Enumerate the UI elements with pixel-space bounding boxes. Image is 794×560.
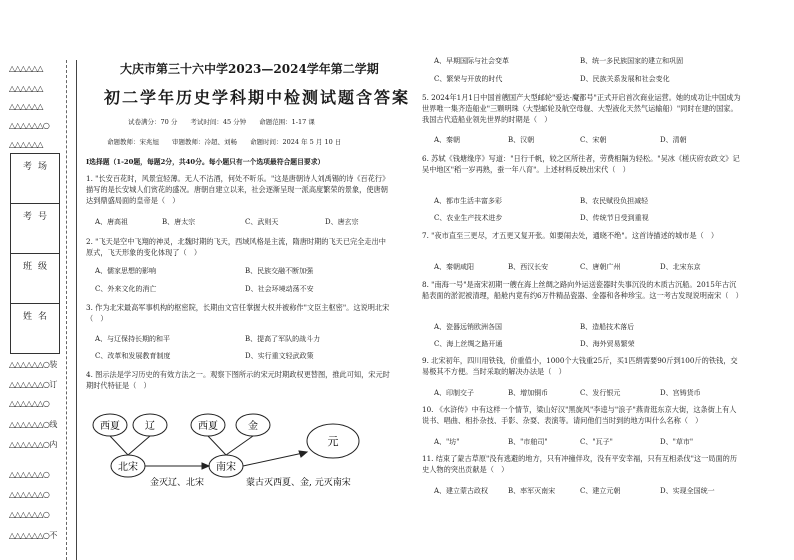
q4-option-b[interactable]: B、统一多民族国家的建立和巩固	[580, 57, 684, 65]
arrow-label-1: 金灭辽、北宋	[150, 478, 205, 488]
q5-option-a[interactable]: A、秦朝	[434, 136, 461, 144]
q6-option-c[interactable]: C、农业生产技术进步	[434, 214, 503, 222]
question-1: 1. "长安百花时，风景宜轻薄。无人不沽酒，何处不听乐。"这是唐朝诗人刘禹锡的诗《百花行》描写的是长安城人们赏花的盛况。唐朝自建立以来，社会逐渐呈现一派高度繁荣的景象，使唐朝达到鼎盛局面的皇帝是（ ）	[86, 174, 390, 205]
q11-option-d[interactable]: D、实现全国统一	[660, 487, 715, 495]
state-southern-song: 南宋	[216, 462, 236, 473]
margin-tri-row: △△△△△△	[9, 64, 43, 73]
margin-tri-row: △△△△△△○	[9, 510, 50, 519]
question-9: 9. 北宋初年，四川用铁钱，价重值小，1000个大钱重25斤，买1匹绢需要90斤到100斤的铁钱，交易极其不方便。当时采取的解决办法是（ ）	[422, 356, 738, 376]
field-exam-number[interactable]: 考号	[11, 204, 59, 254]
q9-option-a[interactable]: A、印制交子	[434, 389, 475, 397]
question-2: 2. "飞天是空中飞翔的神灵，北魏时期的飞天，西域风格是主流，隋唐时期的飞天已完全走出中原式，飞天形象的变化体现了（ ）	[86, 237, 386, 257]
q2-option-c[interactable]: C、外来文化的消亡	[95, 285, 157, 293]
question-5: 5. 2024年1月1日中国首艘国产大型邮轮"爱达·魔都号"正式开启首次商业运营。她的成功让中国成为世界唯一集齐造船业"三颗明珠（大型邮轮及航空母舰、大型液化天然气运输船）"同时在建的国家。我国古代造船业领先世界的时期是（ ）	[422, 93, 741, 124]
q8-option-b[interactable]: B、造船技术落后	[580, 323, 635, 331]
question-8: 8. "南海一号"是南宋初期一艘在海上丝绸之路向外运送瓷器时失事沉没的木质古沉船。2015年古沉船表面的淤泥被清理，船舱内竟有约6万件精品瓷器、金器和各种珍宝。这一考古发现说明南宋（ ）	[422, 280, 743, 300]
q10-option-c[interactable]: C、"瓦子"	[580, 438, 613, 446]
q11-option-a[interactable]: A、建立蒙古政权	[434, 487, 489, 495]
q4-option-c[interactable]: C、繁荣与开放的时代	[434, 75, 503, 83]
q7-option-d[interactable]: D、北宋东京	[660, 263, 701, 271]
margin-tri-row: △△△△△△○订	[9, 380, 57, 389]
margin-tri-row: △△△△△△	[9, 102, 43, 111]
q4-option-d[interactable]: D、民族关系发展和社会变化	[580, 75, 670, 83]
margin-tri-row: △△△△△△○内	[9, 440, 57, 449]
state-northern-song: 北宋	[118, 462, 138, 473]
margin-tri-row: △△△△△△○不	[9, 531, 57, 540]
q11-option-b[interactable]: B、率军灭南宋	[508, 487, 556, 495]
q6-option-b[interactable]: B、农民赋役负担减轻	[580, 197, 649, 205]
student-info-table	[10, 153, 60, 354]
field-class[interactable]: 班级	[11, 254, 59, 304]
q1-option-c[interactable]: C、武则天	[245, 218, 279, 226]
q5-option-c[interactable]: C、宋朝	[580, 136, 607, 144]
section-heading: Ⅰ选择题（1-20题，每题2分，共40分。每小题只有一个选项最符合题目要求）	[86, 158, 325, 166]
q7-option-b[interactable]: B、西汉长安	[508, 263, 549, 271]
q9-option-c[interactable]: C、发行银元	[580, 389, 621, 397]
q5-option-d[interactable]: D、清朝	[660, 136, 687, 144]
q9-option-b[interactable]: B、增加铜币	[508, 389, 549, 397]
binding-dashed-line	[66, 60, 67, 560]
school-title: 大庆市第三十六中学2023—2024学年第二学期	[120, 62, 379, 76]
q8-option-a[interactable]: A、瓷器远销欧洲各国	[434, 323, 503, 331]
field-exam-room[interactable]: 考场	[11, 154, 59, 204]
q11-option-c[interactable]: C、建立元朝	[580, 487, 621, 495]
q2-option-d[interactable]: D、社会环境动荡不安	[245, 285, 314, 293]
state-yuan: 元	[327, 435, 339, 448]
state-western-xia-2: 西夏	[198, 421, 218, 432]
margin-tri-row: △△△△△△○	[9, 121, 50, 130]
question-10: 10. 《水浒传》中有这样一个情节，梁山好汉"黑旋风"李逵与"浪子"燕青逛东京大街，这条街上有人说书、唱曲、相扑杂技、手影、杂耍、表演等。请问他们当时到的地方叫什么名称（ ）	[422, 405, 737, 425]
q9-option-d[interactable]: D、宫铸货币	[660, 389, 701, 397]
q8-option-d[interactable]: D、海外贸易繁荣	[580, 340, 635, 348]
q2-option-b[interactable]: B、民族交融不断加强	[245, 267, 314, 275]
q10-option-a[interactable]: A、"坊"	[434, 438, 460, 446]
q3-option-b[interactable]: B、提高了军队的战斗力	[245, 335, 321, 343]
margin-tri-row: △△△△△△○	[9, 399, 50, 408]
question-6: 6. 苏轼《钱塘缘序》写道："日行千帆，较之区所往者，劳费相隔为轻松。"吴冰《槎庆府农政文》记吴中地区"稻一岁再熟，蚕一年八育"。上述材料反映出宋代（ ）	[422, 154, 740, 174]
margin-tri-row: △△△△△△	[9, 84, 43, 93]
exam-meta-1: 试卷满分：70 分 考试时间：45 分钟 命题范围：1-17 课	[128, 118, 315, 126]
exam-title: 初二学年历史学科期中检测试题含答案	[104, 88, 411, 107]
question-11: 11. 结束了蒙古草原"没有逃避的地方，只有冲撞伴攻，没有平安幸福，只有互相杀伐"这一局面的历史人物的突出贡献是（ ）	[422, 454, 738, 474]
state-liao: 辽	[145, 421, 155, 432]
q3-option-c[interactable]: C、改革和发展教育制度	[95, 352, 171, 360]
q1-option-d[interactable]: D、唐玄宗	[325, 218, 359, 226]
question-3: 3. 作为北宋最高军事机构的枢密院，长期由文官任掌握大权并被称作"文臣主枢密"。这说明北宋（ ）	[86, 303, 390, 323]
field-name[interactable]: 姓名	[22, 312, 53, 322]
q1-option-a[interactable]: A、唐高祖	[95, 218, 129, 226]
margin-tri-row: △△△△△△○	[9, 470, 50, 479]
question-7: 7. "夜市直至三更尽，才五更又复开张。如要闹去处，通晓不绝"。这首诗描述的城市是（ ）	[422, 231, 719, 240]
q7-option-c[interactable]: C、唐朝广州	[580, 263, 621, 271]
q10-option-d[interactable]: D、"草市"	[660, 438, 694, 446]
q10-option-b[interactable]: B、"市舶司"	[508, 438, 548, 446]
q7-option-a[interactable]: A、秦朝咸阳	[434, 263, 475, 271]
margin-tri-row: △△△△△△○	[9, 490, 50, 499]
q2-option-a[interactable]: A、儒家思想的影响	[95, 267, 157, 275]
margin-tri-row: △△△△△△○线	[9, 420, 57, 429]
margin-tri-row: △△△△△△	[9, 140, 43, 149]
q8-option-c[interactable]: C、海上丝绸之路开通	[434, 340, 503, 348]
arrow-label-2: 蒙古灭西夏、金, 元灭南宋	[246, 478, 351, 488]
exam-meta-2: 命题教师：宋兆旭 审题教师：冷超、刘畅 命题时间：2024 年 5 月 10 日	[107, 138, 342, 146]
dynasty-diagram	[88, 403, 388, 495]
question-4: 4. 图示法是学习历史的有效方法之一。观察下图所示的宋元时期政权更替图，推此可知，宋元时期时代特征是（ ）	[86, 370, 390, 390]
q5-option-b[interactable]: B、汉朝	[508, 136, 535, 144]
state-jin: 金	[248, 421, 258, 432]
q1-option-b[interactable]: B、唐太宗	[162, 218, 196, 226]
q3-option-a[interactable]: A、与辽保持长期的和平	[95, 335, 171, 343]
q6-option-a[interactable]: A、都市生活丰富多彩	[434, 197, 503, 205]
q4-option-a[interactable]: A、早期国际与社会变革	[434, 57, 510, 65]
q6-option-d[interactable]: D、传统节日受到重视	[580, 214, 649, 222]
binding-solid-line	[76, 60, 77, 560]
margin-tri-row: △△△△△△○装	[9, 360, 57, 369]
q3-option-d[interactable]: D、实行重文轻武政策	[245, 352, 314, 360]
state-western-xia: 西夏	[100, 421, 120, 432]
